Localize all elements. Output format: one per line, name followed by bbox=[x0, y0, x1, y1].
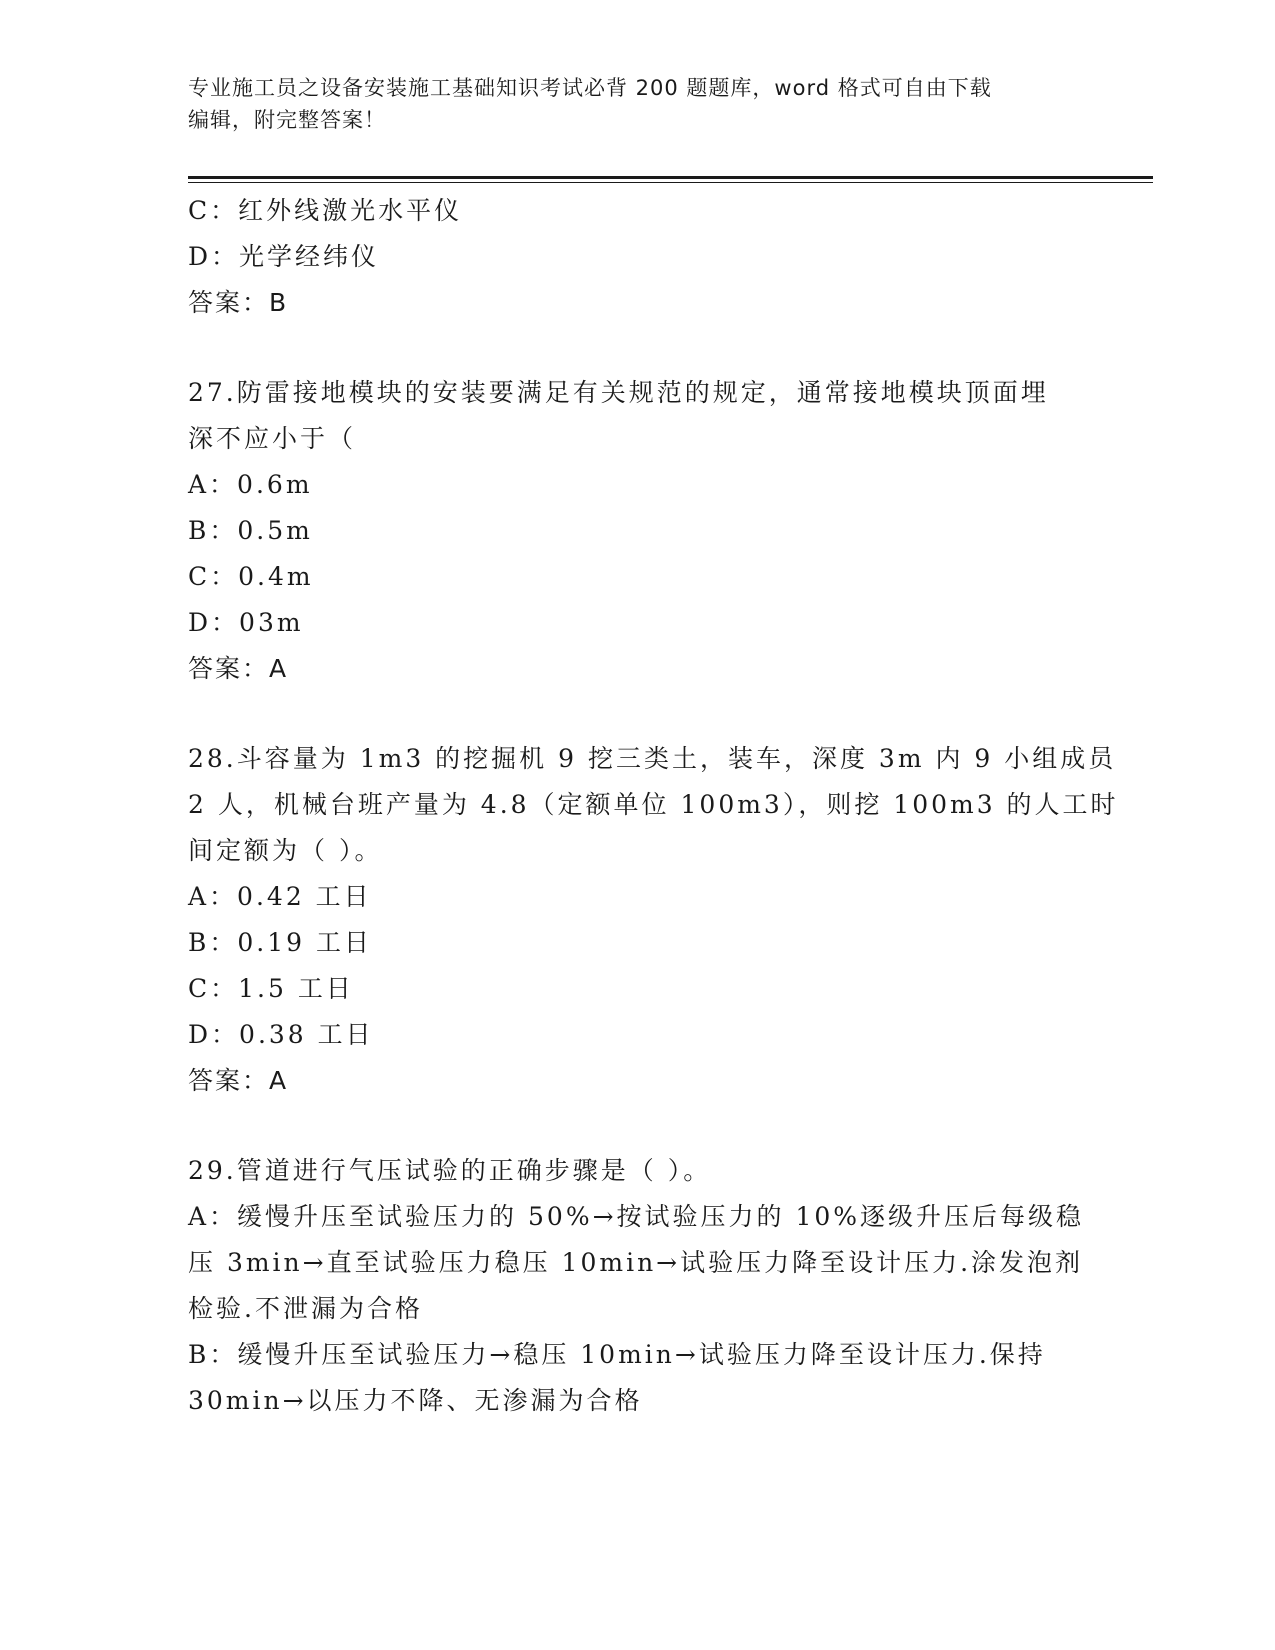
document-header bbox=[188, 72, 1088, 136]
spacer bbox=[188, 1104, 1088, 1148]
q28-stem-line-3: 间定额为（ ）。 bbox=[188, 836, 383, 865]
q29-option-a-line-1: A：缓慢升压至试验压力的 50%→按试验压力的 10%逐级升压后每级稳 bbox=[188, 1202, 1085, 1231]
q28-option-a: A：0.42 工日 bbox=[188, 882, 372, 911]
q28-stem-line-2: 2 人，机械台班产量为 4.8（定额单位 100m3），则挖 100m3 的人工时 bbox=[188, 790, 1119, 819]
q27-answer: 答案：A bbox=[188, 654, 289, 683]
header-line-1: 专业施工员之设备安装施工基础知识考试必背 200 题题库，word 格式可自由下载 bbox=[188, 76, 992, 100]
q29-stem-line-1: 29.管道进行气压试验的正确步骤是（ ）。 bbox=[188, 1156, 712, 1185]
q27-option-d: D：03m bbox=[188, 608, 304, 637]
q27-stem-line-1: 27.防雷接地模块的安装要满足有关规范的规定，通常接地模块顶面埋 bbox=[188, 378, 1049, 407]
q29-option-b-line-2: 30min→以压力不降、无渗漏为合格 bbox=[188, 1386, 643, 1415]
q26-option-c: C：红外线激光水平仪 bbox=[188, 196, 463, 225]
question-list bbox=[188, 188, 1119, 1424]
q28-option-d: D：0.38 工日 bbox=[188, 1020, 374, 1049]
q29-option-b-line-1: B：缓慢升压至试验压力→稳压 10min→试验压力降至设计压力.保持 bbox=[188, 1340, 1046, 1369]
q27-option-a: A：0.6m bbox=[188, 470, 313, 499]
q28-stem-line-1: 28.斗容量为 1m3 的挖掘机 9 挖三类土，装车，深度 3m 内 9 小组成员 bbox=[188, 744, 1117, 773]
q27-stem-line-2: 深不应小于（ bbox=[188, 424, 357, 453]
header-line-2: 编辑，附完整答案！ bbox=[188, 108, 386, 132]
q28-option-c: C：1.5 工日 bbox=[188, 974, 354, 1003]
q29-option-a-line-3: 检验.不泄漏为合格 bbox=[188, 1294, 423, 1323]
q27-option-c: C：0.4m bbox=[188, 562, 314, 591]
header-rule-thick bbox=[188, 176, 1153, 179]
q27-option-b: B：0.5m bbox=[188, 516, 313, 545]
question-27 bbox=[188, 370, 1088, 692]
q29-option-a-line-2: 压 3min→直至试验压力稳压 10min→试验压力降至设计压力.涂发泡剂 bbox=[188, 1248, 1084, 1277]
q28-answer: 答案：A bbox=[188, 1066, 289, 1095]
header-rule-thin bbox=[188, 182, 1153, 183]
spacer bbox=[188, 692, 1088, 736]
q28-option-b: B：0.19 工日 bbox=[188, 928, 372, 957]
question-26-tail bbox=[188, 188, 1088, 326]
spacer bbox=[188, 326, 1088, 370]
question-29 bbox=[188, 1148, 1088, 1424]
question-28 bbox=[188, 736, 1119, 1104]
q26-option-d: D：光学经纬仪 bbox=[188, 242, 380, 271]
q26-answer: 答案：B bbox=[188, 288, 289, 317]
